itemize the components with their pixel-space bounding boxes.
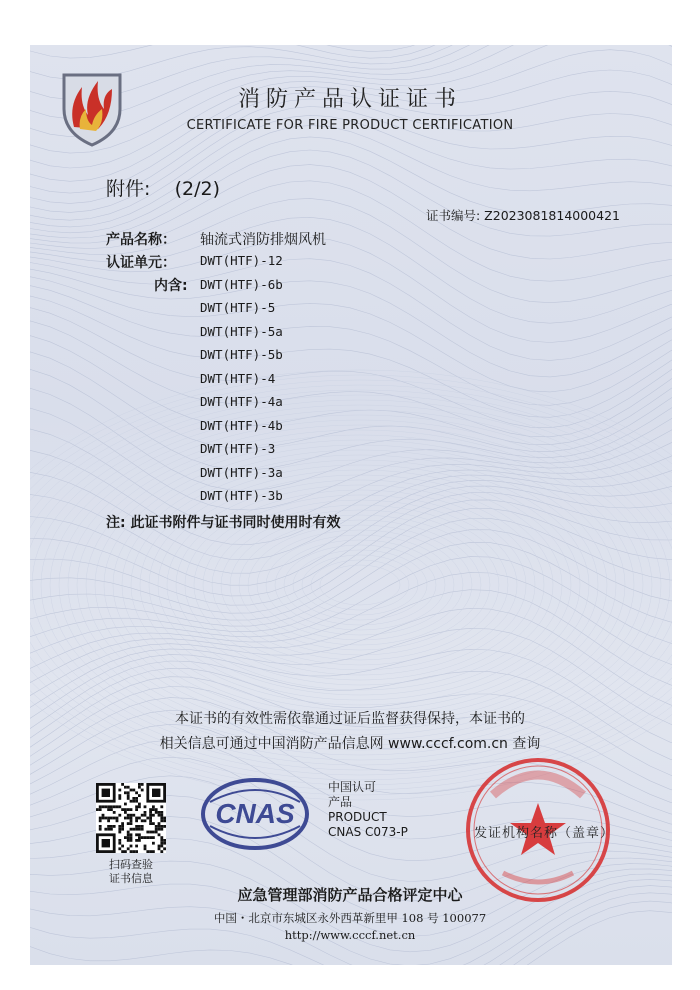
model-item: DWT(HTF)-4a [200,394,283,409]
certificate-title-en: CERTIFICATE FOR FIRE PRODUCT CERTIFICATION [186,118,514,133]
cert-unit-value: DWT(HTF)-12 [200,253,283,268]
qr-caption [96,858,166,886]
qr-caption-line-2: 证书信息 [109,872,153,885]
cnas-line-4: CNAS C073-P [328,825,408,839]
validity-line-2: 相关信息可通过中国消防产品信息网 www.cccf.com.cn 查询 [159,736,541,752]
model-item: DWT(HTF)-3 [200,441,276,456]
issuing-center-website[interactable]: http://www.cccf.net.cn [284,928,416,942]
validity-line-1: 本证书的有效性需依靠通过证后监督获得保持，本证书的 [175,711,525,727]
attachment-label [106,174,220,201]
issuing-center-address: 中国・北京市东城区永外西革新里甲 108 号 100077 [213,911,487,925]
cnas-line-2: 产品 [328,795,353,809]
cnas-accreditation-text [328,780,408,840]
model-item: DWT(HTF)-4 [200,371,276,386]
qr-caption-line-1: 扫码查验 [109,858,153,871]
cnas-logo-text: CNAS [215,798,295,829]
cnas-line-3: PRODUCT [328,810,387,824]
cert-unit-label: 认证单元： [106,255,176,271]
model-item: DWT(HTF)-5 [200,300,276,315]
product-name-value: 轴流式消防排烟风机 [200,232,326,248]
attachment-note: 注: 此证书附件与证书同时使用时有效 [106,515,341,531]
cnas-logo-icon [200,776,310,852]
attachment-label-text: 附件: [106,178,151,200]
model-item: DWT(HTF)-6b [200,277,283,292]
cnas-line-1: 中国认可 [328,780,377,794]
model-item: DWT(HTF)-3a [200,465,283,480]
includes-label: 内含: [154,278,188,294]
model-item: DWT(HTF)-4b [200,418,283,433]
model-item: DWT(HTF)-5a [200,324,283,339]
issuing-center-name: 应急管理部消防产品合格评定中心 [237,886,463,904]
attachment-page: (2/2) [174,178,220,200]
certificate-number: 证书编号: Z2023081814000421 [426,208,620,223]
issuer-name-label: 发证机构名称（盖章） [474,826,615,841]
product-name-label: 产品名称： [106,232,176,248]
model-item: DWT(HTF)-3b [200,488,283,503]
model-item: DWT(HTF)-5b [200,347,283,362]
qr-code[interactable] [96,783,166,853]
certificate-title-cn: 消防产品认证证书 [237,87,462,112]
